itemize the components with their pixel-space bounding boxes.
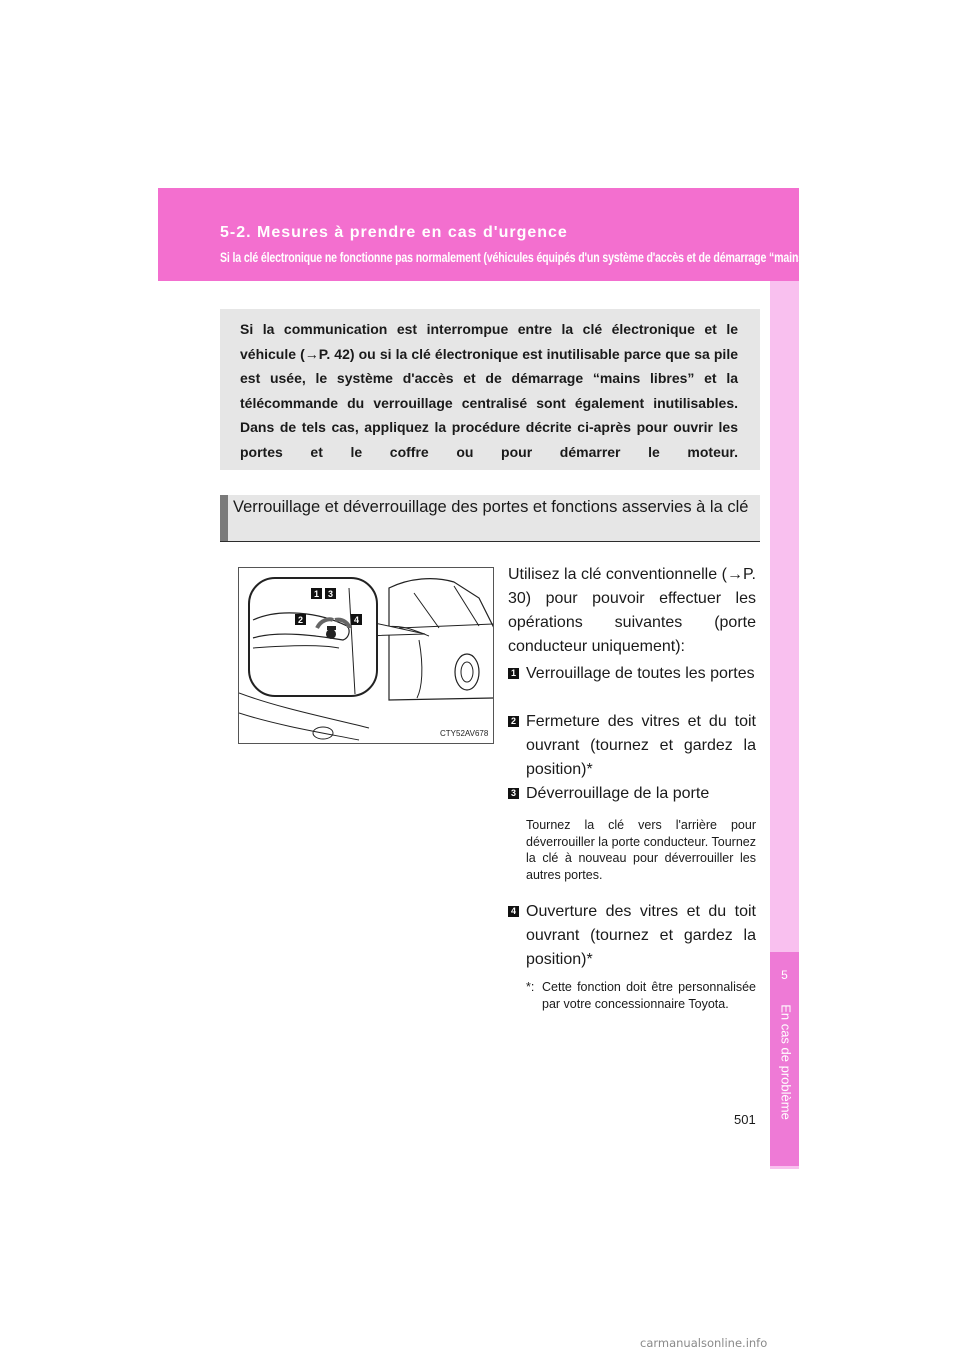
callout-3: 3 — [327, 589, 334, 599]
step-2-marker: 2 — [508, 716, 519, 727]
callout-4: 4 — [353, 615, 360, 625]
step-1-marker: 1 — [508, 668, 519, 679]
key-lock-illustration — [238, 567, 494, 744]
callout-1: 1 — [313, 589, 320, 599]
step-3-marker: 3 — [508, 788, 519, 799]
step-3-text: Déverrouillage de la porte — [526, 785, 710, 802]
section-title: 5-2. Mesures à prendre en cas d'urgence — [220, 224, 568, 241]
lead-text: Utilisez la clé conventionnelle (→P. 30) pour pouvoir effectuer les opérations suivantes (porte conducteur uniquement): — [508, 566, 756, 655]
step-2-text: Fermeture des vitres et du toit ouvrant (tournez et gardez la position)* — [526, 713, 756, 778]
subheading: Verrouillage et déverrouillage des portes et fonctions asservies à la clé — [233, 498, 749, 516]
intro-paragraph: Si la communication est interrompue entre la clé électronique et le véhicule (→P. 42) ou si la clé électronique est inutilisable parce que sa pile est usée, le système d'accès et de démarrage “mains libres” et la télécommande du verrouillage centralisé sont également inutilisables. Dans de tels cas, appliquez la procédure décrite ci-après pour ouvrir les portes et le coffre ou pour démarrer le moteur. — [240, 321, 738, 460]
car-door-drawing — [239, 568, 494, 744]
watermark: carmanualsonline.info — [640, 1336, 768, 1350]
subheading-accent-bar — [220, 495, 228, 541]
chapter-label: En cas de problème — [778, 1004, 794, 1120]
footnote-text: Cette fonction doit être personnalisée par votre concessionnaire Toyota. — [542, 980, 756, 1011]
step-4-text: Ouverture des vitres et du toit ouvrant (tournez et gardez la position)* — [526, 903, 756, 968]
step-1-text: Verrouillage de toutes les portes — [526, 665, 755, 682]
footnote-mark: *: — [526, 980, 535, 994]
step-4-marker: 4 — [508, 906, 519, 917]
page-number: 501 — [734, 1112, 756, 1127]
page-subtitle: Si la clé électronique ne fonctionne pas normalement (véhicules équipés d'un système d'accès et de démarrage “mains libres”) — [220, 250, 843, 265]
callout-2: 2 — [297, 615, 304, 625]
figure-code: CTY52AV678 — [440, 729, 489, 738]
footnote — [526, 979, 756, 1012]
step-3-note: Tournez la clé vers l'arrière pour déverrouiller la porte conducteur. Tournez la clé à nouveau pour déverrouiller les autres portes. — [526, 818, 756, 882]
chapter-number: 5 — [781, 968, 788, 982]
